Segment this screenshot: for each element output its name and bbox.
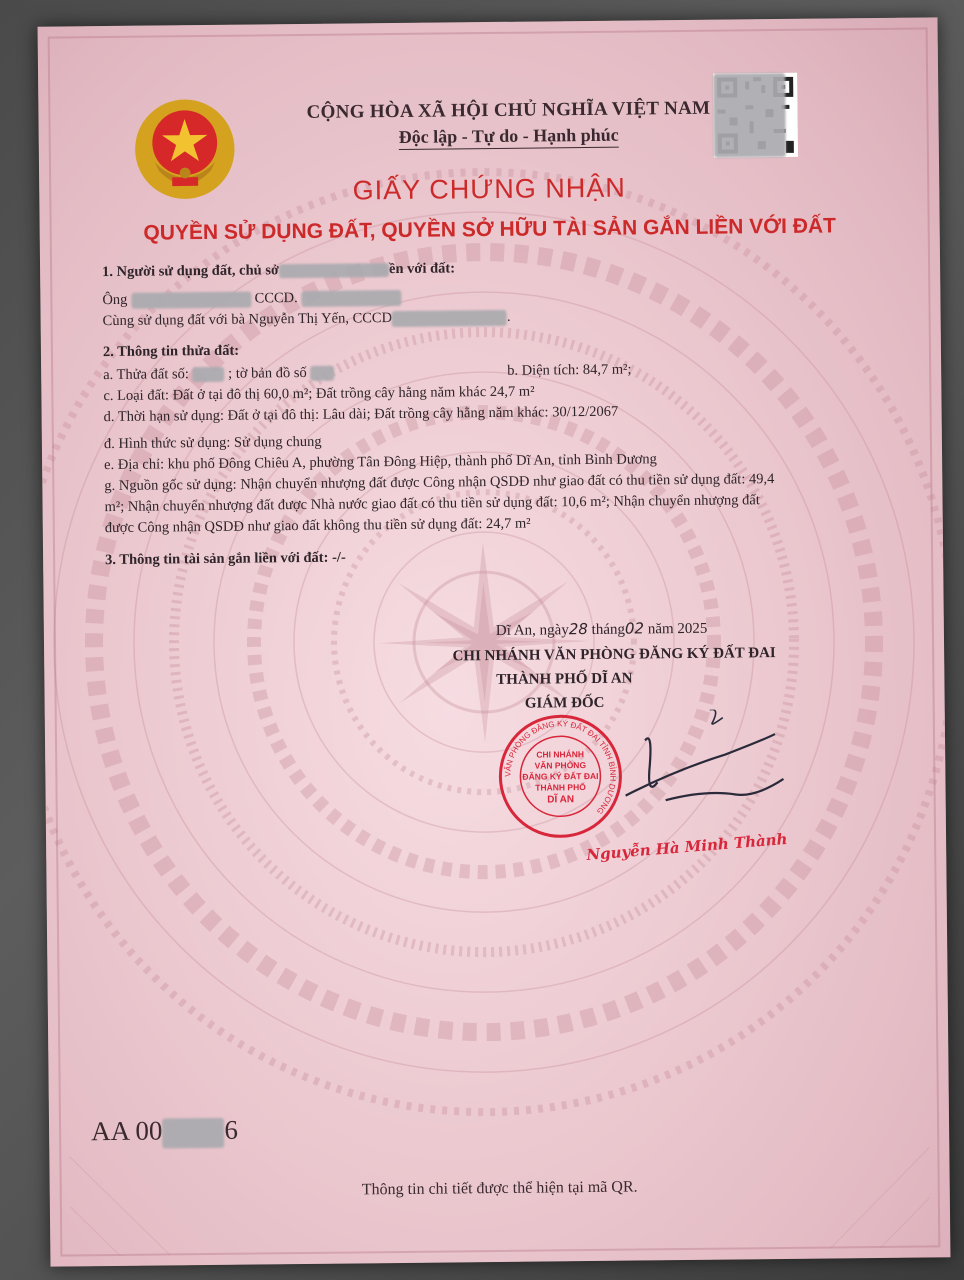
office-name-1: CHI NHÁNH VĂN PHÒNG ĐĂNG KÝ ĐẤT ĐAI <box>452 645 776 665</box>
footer-note: Thông tin chi tiết được thể hiện tại mã QR. <box>361 1178 638 1199</box>
serial-suffix: 6 <box>224 1114 239 1145</box>
serial-prefix: AA 00 <box>90 1115 163 1147</box>
country-name: CỘNG HÒA XÃ HỘI CHỦ NGHĨA VIỆT NAM <box>306 97 711 123</box>
qr-redaction <box>713 73 786 158</box>
plot-number-label: a. Thửa đất số: <box>103 366 189 384</box>
signer-name: Nguyễn Hà Minh Thành <box>585 829 789 865</box>
stamp-center-2: VĂN PHÒNG <box>534 760 587 771</box>
signing-date <box>496 618 708 642</box>
section1-heading <box>102 258 455 283</box>
section1-heading-text-end: ền với đất: <box>388 260 456 278</box>
date-month: 02 <box>624 619 645 638</box>
section3-value: -/- <box>331 549 346 566</box>
national-motto: Độc lập - Tự do - Hạnh phúc <box>399 125 619 150</box>
stamp-center-3: ĐĂNG KÝ ĐẤT ĐAI <box>522 770 599 782</box>
plot-number-redaction <box>192 367 224 382</box>
usage-term: d. Thời hạn sử dụng: Đất ở tại đô thị: Lâu dài; Đất trồng cây hằng năm khác: 30/12/2067 <box>103 403 619 426</box>
stamp-center-5: DĨ AN <box>547 794 575 806</box>
national-header <box>228 97 788 152</box>
address: e. Địa chỉ: khu phố Đông Chiêu A, phường Tân Đông Hiệp, thành phố Dĩ An, tỉnh Bình Dương <box>104 451 657 474</box>
serial-number <box>91 1115 238 1149</box>
usage-form: đ. Hình thức sử dụng: Sử dụng chung <box>103 433 322 453</box>
section3-heading <box>105 548 346 572</box>
redaction <box>279 263 389 278</box>
section2-heading: 2. Thông tin thửa đất: <box>102 342 240 361</box>
owner-name-redaction <box>131 291 251 308</box>
plot-line <box>103 363 334 386</box>
section3-heading-text: 3. Thông tin tài sản gắn liền với đất: <box>105 549 329 569</box>
qr-code <box>713 73 798 158</box>
stamp-center-4: THÀNH PHỐ <box>535 782 586 793</box>
document-title: GIẤY CHỨNG NHẬN <box>352 172 626 206</box>
stamp-ring-text: VĂN PHÒNG ĐĂNG KÝ ĐẤT ĐAI TỈNH BÌNH DƯƠNG <box>503 719 618 816</box>
handwritten-signature <box>605 709 806 831</box>
signer-position: GIÁM ĐỐC <box>524 694 605 712</box>
co-owner-line <box>103 307 511 332</box>
map-sheet-redaction <box>310 366 334 381</box>
date-year: năm 2025 <box>647 620 708 638</box>
co-owner-id-redaction <box>392 310 507 327</box>
origin-line-3: được Công nhận QSDĐ như giao đất không thu tiền sử dụng đất: 24,7 m² <box>104 515 531 537</box>
paper-border <box>48 27 941 1256</box>
section1-heading-text: 1. Người sử dụng đất, chủ sở <box>102 262 280 281</box>
date-place: Dĩ An, ngày <box>495 622 569 639</box>
owner-id-label: CCCD. <box>254 290 298 307</box>
origin-line-1: g. Nguồn gốc sử dụng: Nhận chuyển nhượng đất được Công nhận QSDĐ như giao đất có thu tiền sử dụng đất: 49,4 <box>104 471 775 495</box>
certificate-paper <box>38 17 951 1266</box>
office-name-2: THÀNH PHỐ DĨ AN <box>496 670 633 688</box>
owner-prefix: Ông <box>102 291 128 309</box>
origin-line-2: m²; Nhận chuyển nhượng đất được Nhà nước giao đất có thu tiền sử dụng đất: 10,6 m²; Nhận chuyển nhượng đất <box>104 492 760 516</box>
area-value: b. Diện tích: 84,7 m²; <box>507 361 632 379</box>
stamp-center-1: CHI NHÁNH <box>536 749 585 760</box>
co-owner-end: . <box>506 308 511 325</box>
serial-redaction <box>162 1118 224 1149</box>
map-sheet-label: ; tờ bản đồ số <box>228 364 307 382</box>
land-type: c. Loại đất: Đất ở tại đô thị 60,0 m²; Đất trồng cây hằng năm khác 24,7 m² <box>103 383 535 405</box>
date-month-label: tháng <box>591 621 626 638</box>
co-owner-text: Cùng sử dụng đất với bà Nguyễn Thị Yến, CCCD <box>102 310 393 330</box>
date-day: 28 <box>568 620 588 639</box>
owner-id-redaction <box>301 290 401 307</box>
document-subtitle: QUYỀN SỬ DỤNG ĐẤT, QUYỀN SỞ HỮU TÀI SẢN GẮN LIỀN VỚI ĐẤT <box>143 214 837 245</box>
